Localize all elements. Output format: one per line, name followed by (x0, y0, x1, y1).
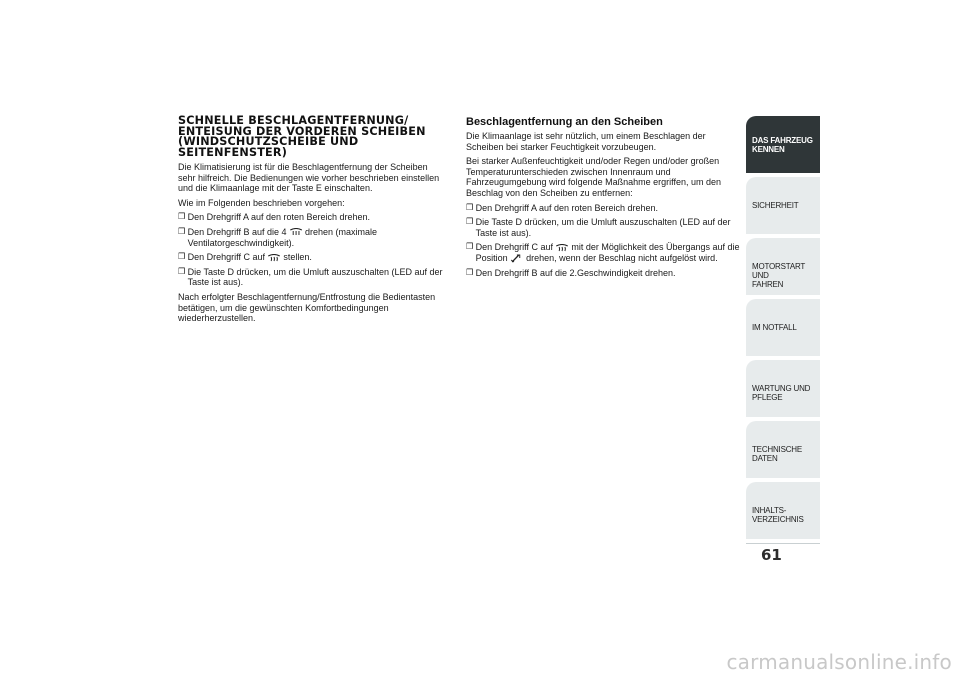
list-item: ❒ Die Taste D drücken, um die Umluft auszuschalten (LED auf der Taste ist aus). (178, 265, 443, 288)
feet-windshield-airflow-icon (510, 254, 523, 262)
page-number: 61 (761, 546, 782, 564)
watermark-text: carmanualsonline.info (726, 650, 952, 674)
bullet-box-icon: ❒ (178, 266, 186, 277)
list-item: ❒ Den Drehgriff C auf mit der Möglichkeit des Übergangs auf die Position drehen, wenn der Beschlag nicht aufgelöst wird. (466, 241, 740, 263)
list-item: ❒ Den Drehgriff C auf stellen. (178, 251, 312, 263)
bullet-box-icon: ❒ (466, 267, 474, 278)
tab-divider (746, 543, 820, 544)
bullet-box-icon: ❒ (466, 217, 474, 228)
section-heading-quick-defrost: SCHNELLE BESCHLAGENTFERNUNG/ ENTEISUNG DER VORDEREN SCHEIBEN (WINDSCHUTZSCHEIBE UND SEITENFENSTER) (178, 114, 426, 159)
list-item: ❒ Den Drehgriff B auf die 2.Geschwindigkeit drehen. (466, 266, 676, 278)
paragraph-conditions: Bei starker Außenfeuchtigkeit und/oder Regen und/oder großen Temperaturunterschieden zwischen Innenraum und Fahrzeugumgebung wird folgende Maßnahme ergriffen, um den Beschlag von den Scheiben zu entfernen: (466, 155, 721, 198)
tab-motorstart-und-fahren[interactable]: MOTORSTART UND FAHREN (746, 238, 820, 297)
left-column (178, 114, 443, 328)
intro-paragraph: Die Klimatisierung ist für die Beschlagentfernung der Scheiben sehr hilfreich. Die Bedienungen wie vorher beschrieben einstellen und die Klimaanlage mit der Taste E einschalten. (178, 161, 440, 194)
bullet-box-icon: ❒ (178, 252, 186, 263)
closing-paragraph: Nach erfolgter Beschlagentfernung/Entfrostung die Bedientasten betätigen, um die gewünschten Komfortbedingungen wiederherzustellen. (178, 290, 436, 324)
tab-wartung-und-pflege[interactable]: WARTUNG UND PFLEGE (746, 360, 820, 419)
tab-sicherheit[interactable]: SICHERHEIT (746, 177, 820, 236)
bullet-box-icon: ❒ (178, 226, 186, 237)
lead-paragraph: Wie im Folgenden beschrieben vorgehen: (178, 196, 345, 208)
tab-technische-daten[interactable]: TECHNISCHE DATEN (746, 421, 820, 480)
bullet-box-icon: ❒ (178, 212, 186, 223)
bullet-box-icon: ❒ (466, 242, 474, 253)
windshield-defrost-icon (267, 254, 280, 262)
tab-inhaltsverzeichnis[interactable]: INHALTS- VERZEICHNIS (746, 482, 820, 541)
section-heading-defogging: Beschlagentfernung an den Scheiben (466, 116, 663, 128)
fan-speed-icon (289, 228, 302, 236)
bullet-box-icon: ❒ (466, 202, 474, 213)
list-item: ❒ Die Taste D drücken, um die Umluft auszuschalten (LED auf der Taste ist aus). (466, 216, 731, 238)
list-item: ❒ Den Drehgriff A auf den roten Bereich drehen. (466, 201, 659, 213)
list-item: ❒ Den Drehgriff A auf den roten Bereich drehen. (178, 211, 371, 223)
list-item: ❒ Den Drehgriff B auf die 4 drehen (maximale Ventilatorgeschwindigkeit). (178, 225, 377, 248)
paragraph-usefulness: Die Klimaanlage ist sehr nützlich, um einem Beschlagen der Scheiben bei starker Feuchtigkeit vorzubeugen. (466, 130, 706, 152)
tab-das-fahrzeug-kennen[interactable]: DAS FAHRZEUG KENNEN (746, 116, 820, 175)
tab-im-notfall[interactable]: IM NOTFALL (746, 299, 820, 358)
windshield-defrost-icon (555, 244, 568, 252)
right-column (466, 116, 740, 282)
